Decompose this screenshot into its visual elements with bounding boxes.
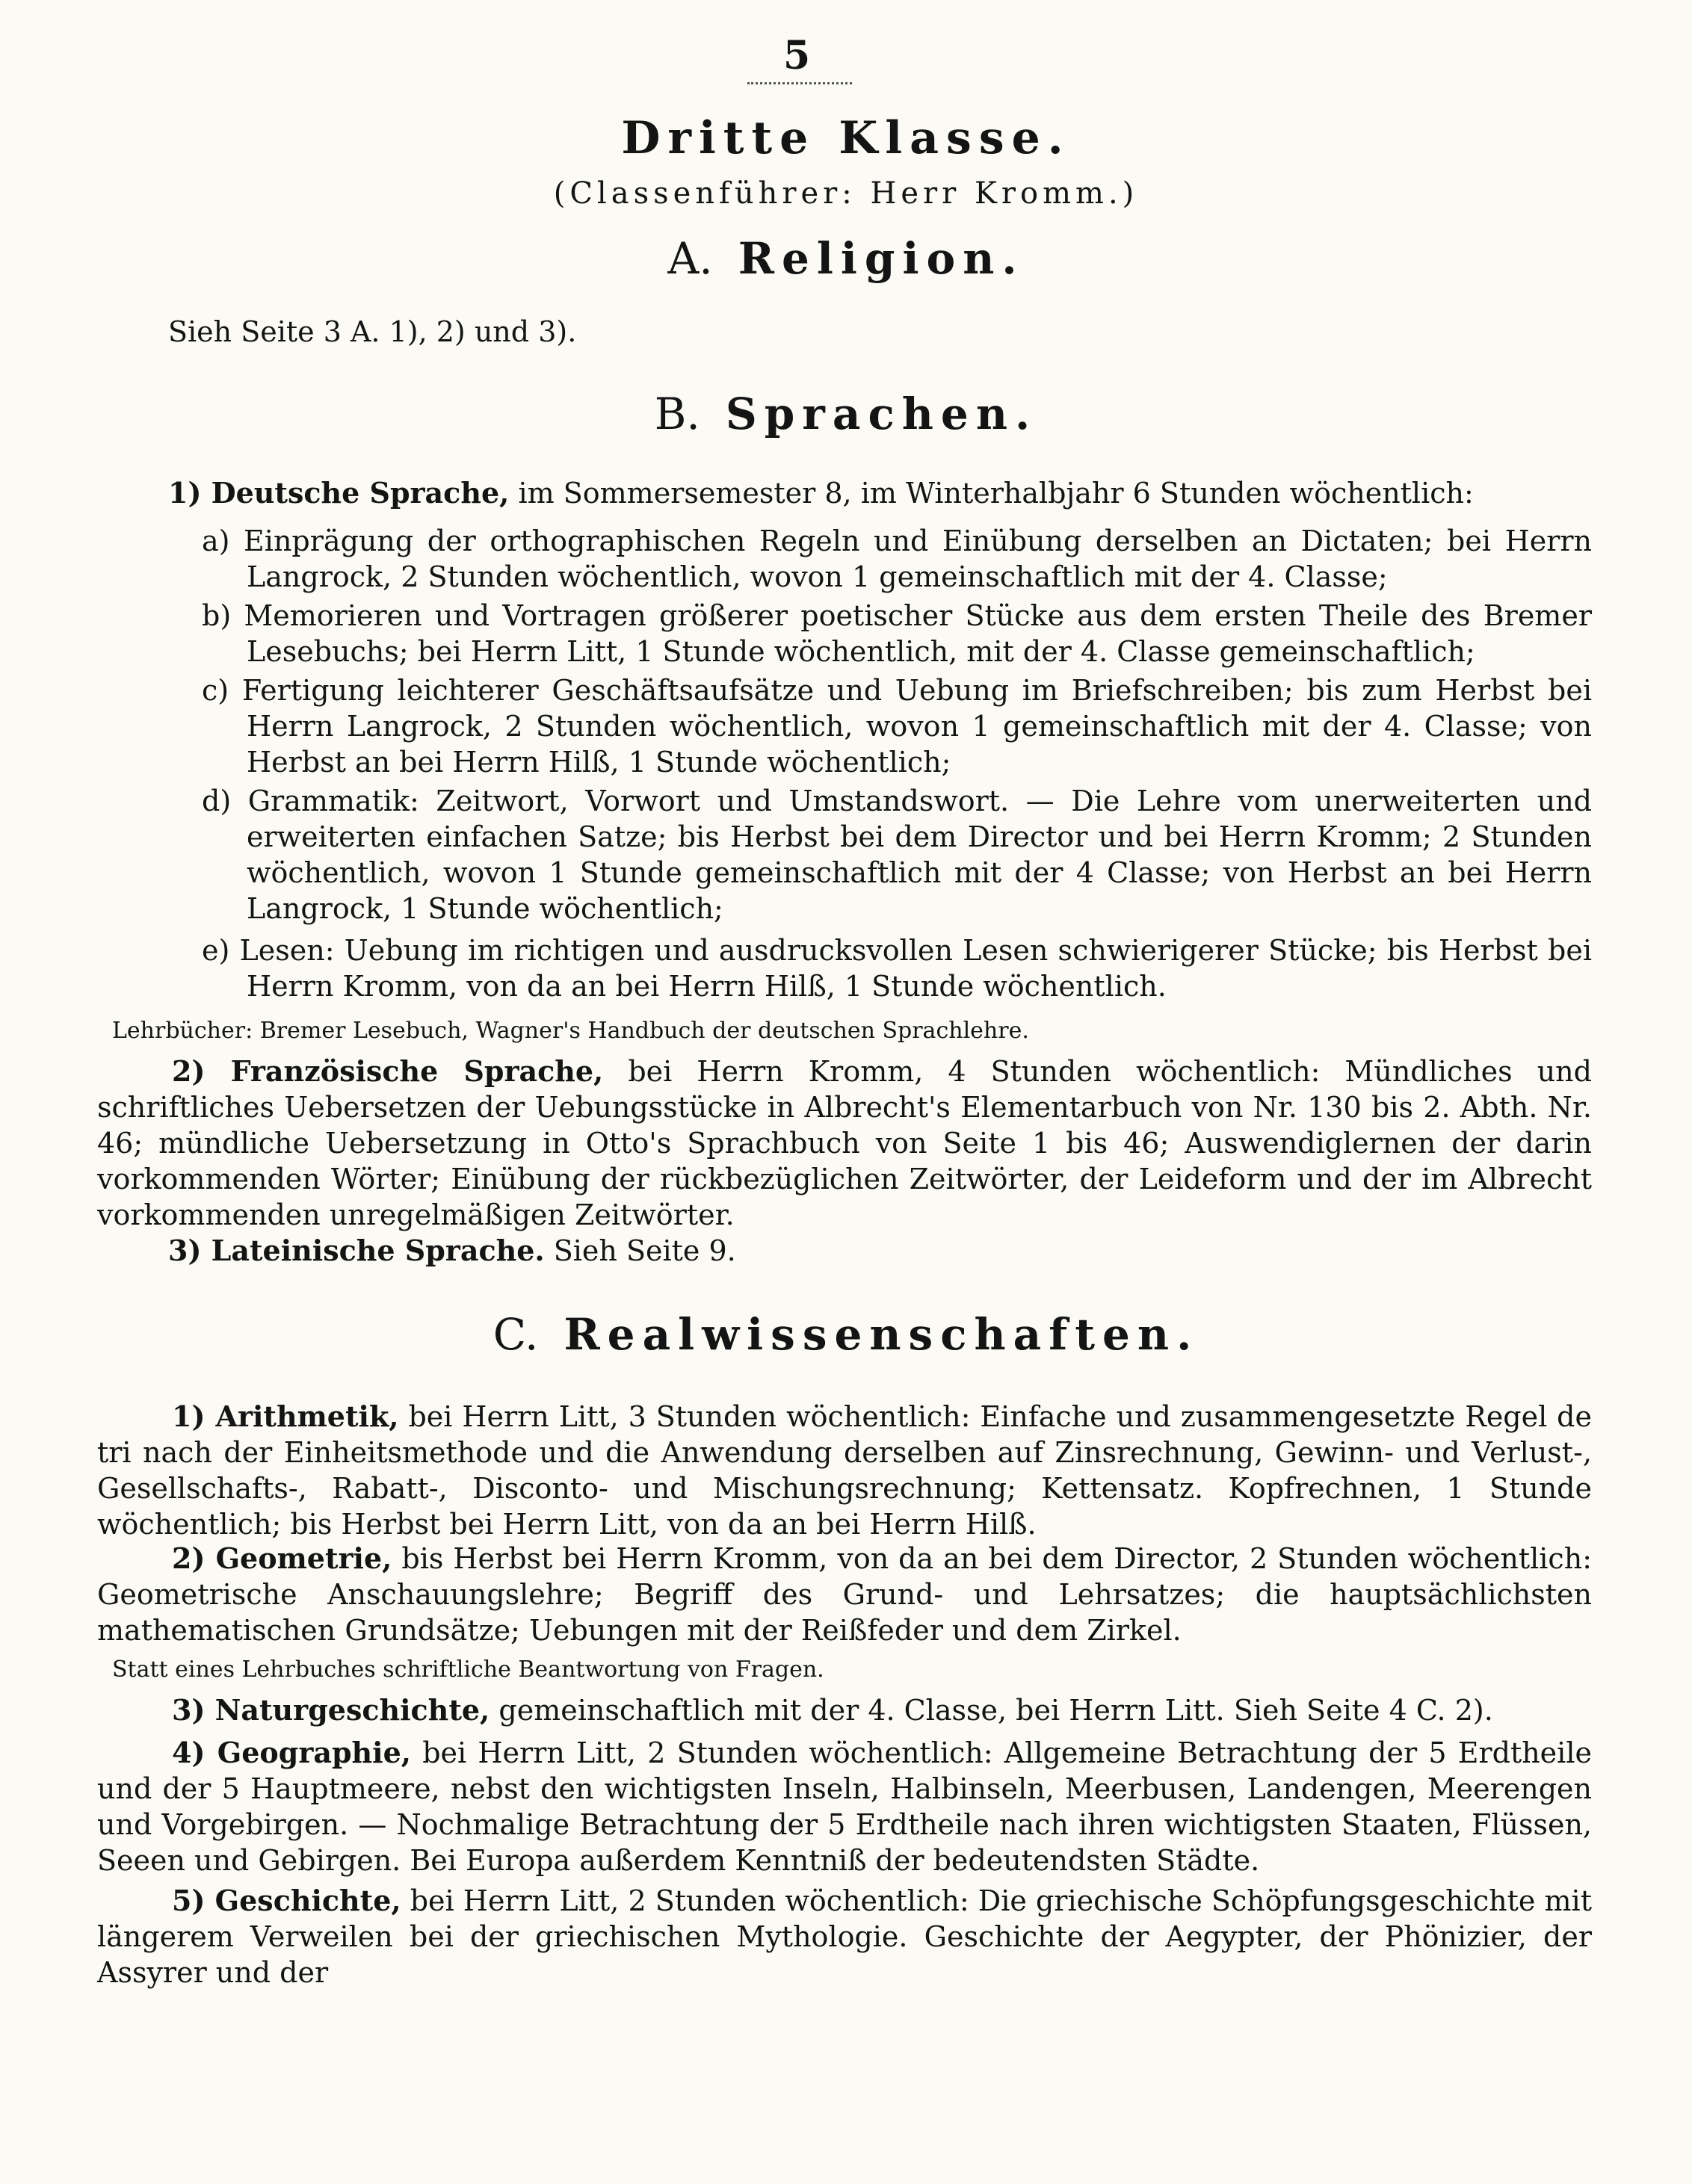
arithmetik-heading: 1) Arithmetik, xyxy=(172,1399,399,1433)
geschichte-text: bei Herrn Litt, 2 Stunden wöchentlich: Die griechische Schöpfungsgeschichte mit längerem Verweilen bei der griechischen Mythologie. Geschichte der Aegypter, der Phönizier, der Assyrer und der xyxy=(97,1884,1592,1989)
naturgeschichte-heading: 3) Naturgeschichte, xyxy=(172,1693,490,1727)
page-number: 5 xyxy=(783,33,811,78)
geschichte-heading: 5) Geschichte, xyxy=(172,1884,401,1917)
deutsch-intro-text: im Sommersemester 8, im Winterhalbjahr 6 Stunden wöchentlich: xyxy=(518,477,1474,510)
geometrie-note: Statt eines Lehrbuches schriftliche Beantwortung von Fragen. xyxy=(112,1656,824,1683)
deutsch-item-d: d) Grammatik: Zeitwort, Vorwort und Umstandswort. — Die Lehre vom unerweiterten und erweiterten einfachen Satze; bis Herbst bei dem Director und bei Herrn Kromm; 2 Stunden wöchentlich, wovon 1 Stunde gemeinschaftlich mit der 4 Classe; von Herbst an bei Herrn Langrock, 1 Stunde wöchentlich; xyxy=(202,785,1592,925)
geometrie-paragraph xyxy=(97,1541,1592,1648)
deutsch-item-a: a) Einprägung der orthographischen Regeln und Einübung derselben an Dictaten; bei Herrn Langrock, 2 Stunden wöchentlich, wovon 1 gemeinschaftlich mit der 4. Classe; xyxy=(202,525,1592,593)
geschichte-paragraph xyxy=(97,1883,1592,1990)
geometrie-text: bis Herbst bei Herrn Kromm, von da an bei dem Director, 2 Stunden wöchentlich: Geometrische Anschauungslehre; Begriff des Grund- und Lehrsatzes; die hauptsächlichsten mathematischen Grundsätze; Uebungen mit der Reißfeder und dem Zirkel. xyxy=(97,1542,1592,1647)
section-a-title: Religion. xyxy=(738,233,1025,284)
section-b-title: Sprachen. xyxy=(725,389,1038,439)
franzoesisch-text: bei Herrn Kromm, 4 Stunden wöchentlich: Mündliches und schriftliches Uebersetzen der Uebungsstücke in Albrecht's Elementarbuch von Nr. 130 bis 2. Abth. Nr. 46; mündliche Uebersetzung in Otto's Sprachbuch von Seite 1 bis 46; Auswendiglernen der darin vorkommenden Wörter; Einübung der rückbezüglichen Zeitwörter, der Leideform und der im Albrecht vorkommenden unregelmäßigen Zeitwörter. xyxy=(97,1055,1592,1231)
geographie-text: bei Herrn Litt, 2 Stunden wöchentlich: Allgemeine Betrachtung der 5 Erdtheile und der 5 Hauptmeere, nebst den wichtigsten Inseln, Halbinseln, Meerbusen, Landengen, Meerengen und Vorgebirgen. — Nochmalige Betrachtung der 5 Erdtheile nach ihren wichtigsten Staaten, Flüssen, Seeen und Gebirgen. Bei Europa außerdem Kenntniß der bedeutendsten Städte. xyxy=(97,1736,1592,1877)
page-number-ornament xyxy=(747,76,852,84)
franzoesisch-heading: 2) Französische Sprache, xyxy=(172,1054,604,1088)
latein-text: Sieh Seite 9. xyxy=(553,1234,736,1267)
section-b-letter: B. xyxy=(654,389,700,439)
deutsch-intro xyxy=(168,475,1663,511)
geographie-paragraph xyxy=(97,1735,1592,1878)
deutsch-textbooks: Lehrbücher: Bremer Lesebuch, Wagner's Handbuch der deutschen Sprachlehre. xyxy=(112,1018,1029,1044)
deutsch-item-b: b) Memorieren und Vortragen größerer poetischer Stücke aus dem ersten Theile des Bremer Lesebuchs; bei Herrn Litt, 1 Stunde wöchentlich, mit der 4. Classe gemeinschaftlich; xyxy=(202,599,1592,668)
franzoesisch-paragraph xyxy=(97,1054,1592,1233)
section-a-heading xyxy=(0,233,1692,284)
class-leader: (Classenführer: Herr Kromm.) xyxy=(553,176,1139,211)
section-c-heading xyxy=(0,1309,1692,1360)
religion-text: Sieh Seite 3 A. 1), 2) und 3). xyxy=(168,315,577,348)
arithmetik-paragraph xyxy=(97,1399,1592,1542)
geometrie-heading: 2) Geometrie, xyxy=(172,1541,392,1575)
naturgeschichte-paragraph xyxy=(97,1692,1592,1728)
section-b-heading xyxy=(0,389,1692,439)
class-title: Dritte Klasse. xyxy=(621,112,1071,164)
naturgeschichte-text: gemeinschaftlich mit der 4. Classe, bei Herrn Litt. Sieh Seite 4 C. 2). xyxy=(498,1694,1493,1727)
geographie-heading: 4) Geographie, xyxy=(172,1736,411,1769)
section-c-letter: C. xyxy=(493,1309,539,1360)
deutsch-item-e: e) Lesen: Uebung im richtigen und ausdrucksvollen Lesen schwierigerer Stücke; bis Herbst bei Herrn Kromm, von da an bei Herrn Hilß, 1 Stunde wöchentlich. xyxy=(202,934,1592,1003)
arithmetik-text: bei Herrn Litt, 3 Stunden wöchentlich: Einfache und zusammengesetzte Regel de tri nach der Einheitsmethode und die Anwendung derselben auf Zinsrechnung, Gewinn- und Verlust-, Gesellschafts-, Rabatt-, Disconto- und Mischungsrechnung; Kettensatz. Kopfrechnen, 1 Stunde wöchentlich; bis Herbst bei Herrn Litt, von da an bei Herrn Hilß. xyxy=(97,1400,1592,1541)
section-c-title: Realwissenschaften. xyxy=(564,1309,1199,1360)
deutsch-heading: 1) Deutsche Sprache, xyxy=(168,476,510,510)
section-a-letter: A. xyxy=(667,233,713,284)
latein-heading: 3) Lateinische Sprache. xyxy=(168,1234,545,1267)
deutsch-item-c: c) Fertigung leichterer Geschäftsaufsätze und Uebung im Briefschreiben; bis zum Herbst bei Herrn Langrock, 2 Stunden wöchentlich, wovon 1 gemeinschaftlich mit der 4. Classe; von Herbst an bei Herrn Hilß, 1 Stunde wöchentlich; xyxy=(202,674,1592,779)
latein-line xyxy=(168,1233,1663,1269)
